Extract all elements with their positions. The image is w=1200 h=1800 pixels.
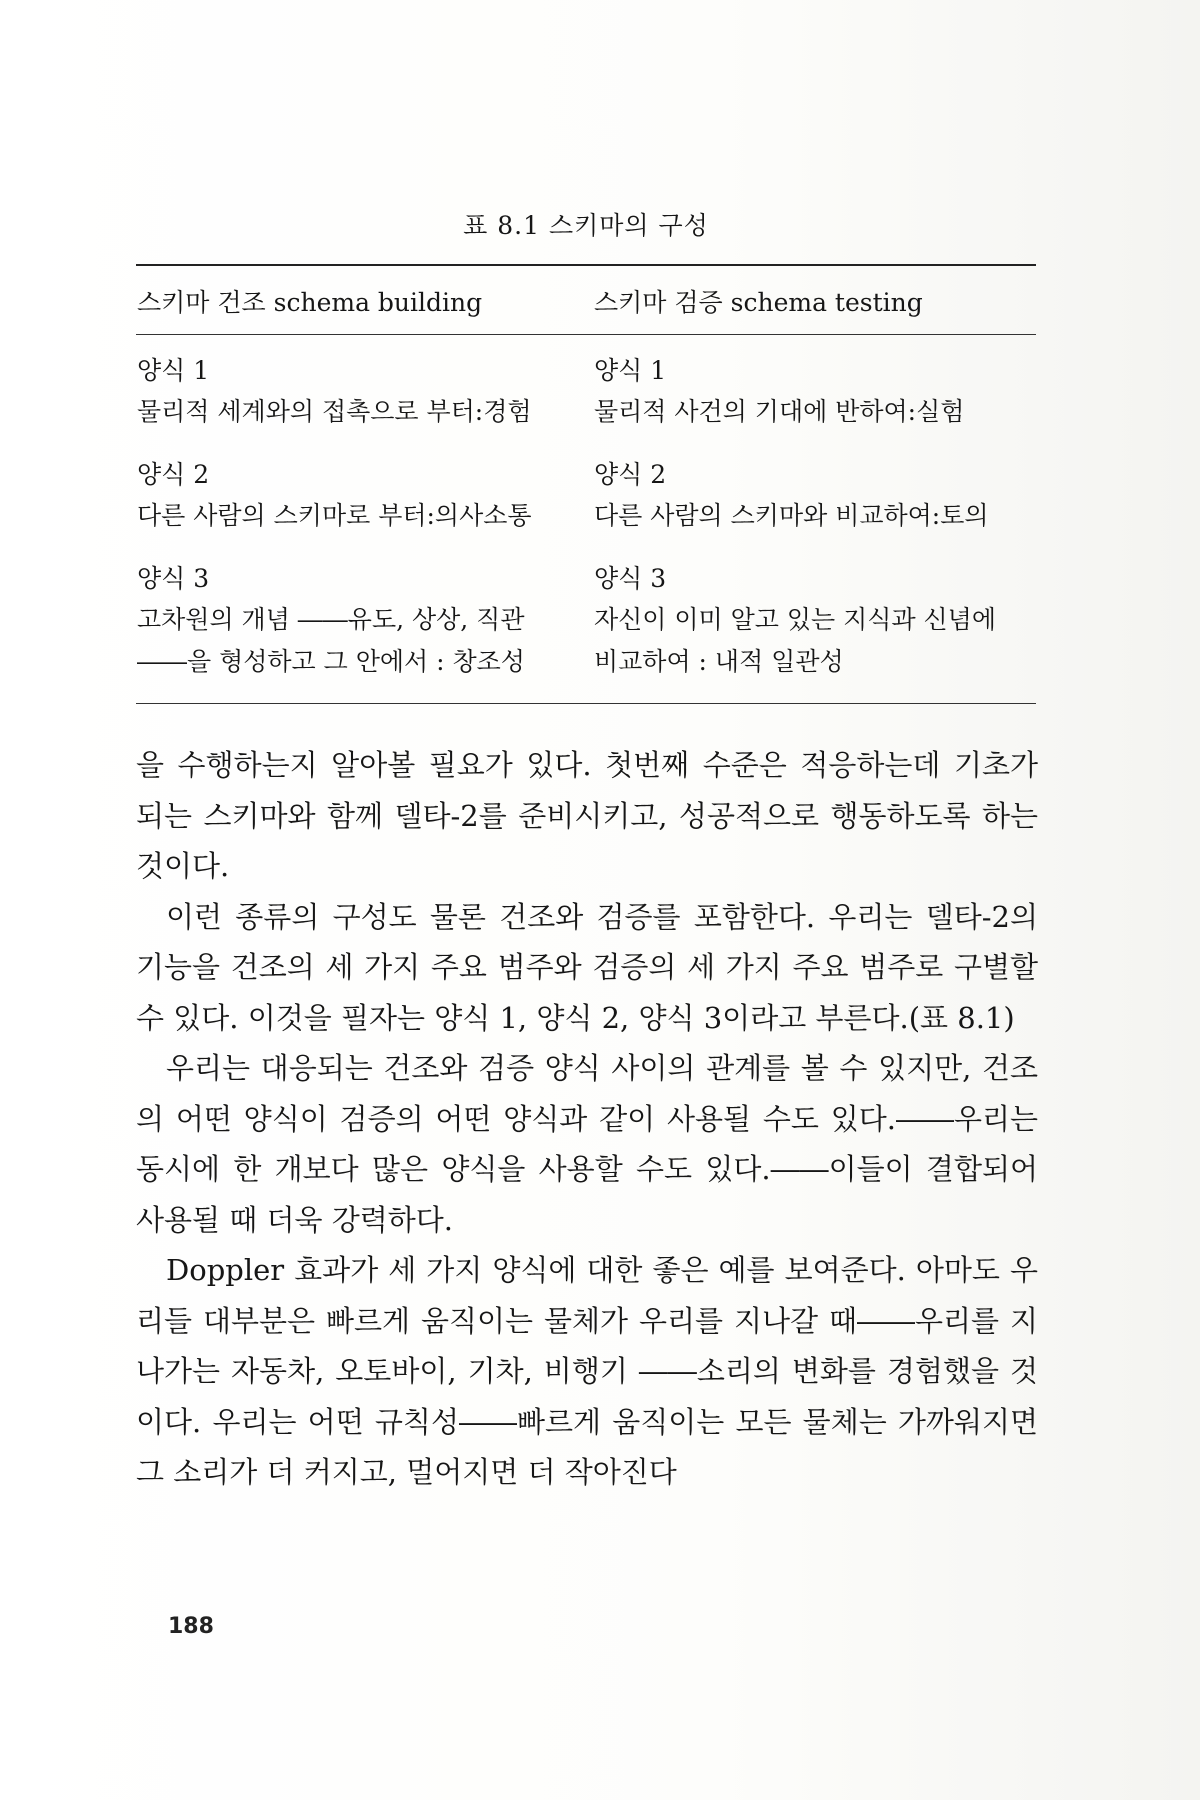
table-row-form-1 (136, 351, 1036, 433)
table-cell (594, 455, 1036, 537)
form-description: 고차원의 개념 ――유도, 상상, 직관 (137, 605, 525, 634)
form-description: 물리적 사건의 기대에 반하여:실험 (594, 397, 965, 426)
table-bottom-rule (136, 703, 1036, 704)
page-number: 188 (168, 1614, 214, 1639)
table-body (136, 335, 1036, 703)
table-row-form-3 (136, 559, 1036, 683)
header-schema-testing: 스키마 검증 schema testing (594, 288, 923, 317)
form-description: 자신이 이미 알고 있는 지식과 신념에 (594, 605, 996, 634)
form-description: 다른 사람의 스키마로 부터:의사소통 (137, 501, 532, 530)
paragraph: 을 수행하는지 알아볼 필요가 있다. 첫번째 수준은 적응하는데 기초가 되는 스키마와 함께 델타-2를 준비시키고, 성공적으로 행동하도록 하는 것이다. (136, 748, 1038, 883)
header-schema-building: 스키마 건조 schema building (137, 288, 483, 317)
table-cell (594, 559, 1036, 683)
form-label: 양식 1 (594, 356, 667, 385)
paragraph: Doppler 효과가 세 가지 양식에 대한 좋은 예를 보여준다. 아마도 우리들 대부분은 빠르게 움직이는 물체가 우리를 지나갈 때――우리를 지나가는 자동차, 오토바이, 기차, 비행기 ――소리의 변화를 경험했을 것이다. 우리는 어떤 규칙성――빠르게 움직이는 모든 물체는 가까워지면 그 소리가 더 커지고, 멀어지면 더 작아진다 (136, 1253, 1038, 1489)
paragraph: 우리는 대응되는 건조와 검증 양식 사이의 관계를 볼 수 있지만, 건조의 어떤 양식이 검증의 어떤 양식과 같이 사용될 수도 있다.――우리는 동시에 한 개보다 많은 양식을 사용할 수도 있다.――이들이 결합되어 사용될 때 더욱 강력하다. (136, 1051, 1038, 1237)
form-label: 양식 2 (137, 460, 210, 489)
form-description: 물리적 세계와의 접촉으로 부터:경험 (137, 397, 532, 426)
table-cell (136, 455, 594, 537)
table-cell (136, 559, 594, 683)
table-header-row (136, 266, 1036, 334)
form-description: ――을 형성하고 그 안에서 : 창조성 (137, 647, 525, 676)
table-cell (594, 351, 1036, 433)
form-label: 양식 3 (137, 564, 210, 593)
form-label: 양식 3 (594, 564, 667, 593)
table-row-form-2 (136, 455, 1036, 537)
form-label: 양식 2 (594, 460, 667, 489)
table-title: 표 8.1 스키마의 구성 (463, 211, 709, 240)
form-description: 다른 사람의 스키마와 비교하여:토의 (594, 501, 989, 530)
body-text (136, 740, 1038, 1498)
form-label: 양식 1 (137, 356, 210, 385)
table-cell (136, 351, 594, 433)
paragraph: 이런 종류의 구성도 물론 건조와 검증를 포함한다. 우리는 델타-2의 기능을 건조의 세 가지 주요 범주와 검증의 세 가지 주요 범주로 구별할 수 있다. 이것을 필자는 양식 1, 양식 2, 양식 3이라고 부른다.(표 8.1) (136, 899, 1038, 1035)
form-description: 비교하여 : 내적 일관성 (594, 647, 844, 676)
schema-table (136, 206, 1036, 704)
